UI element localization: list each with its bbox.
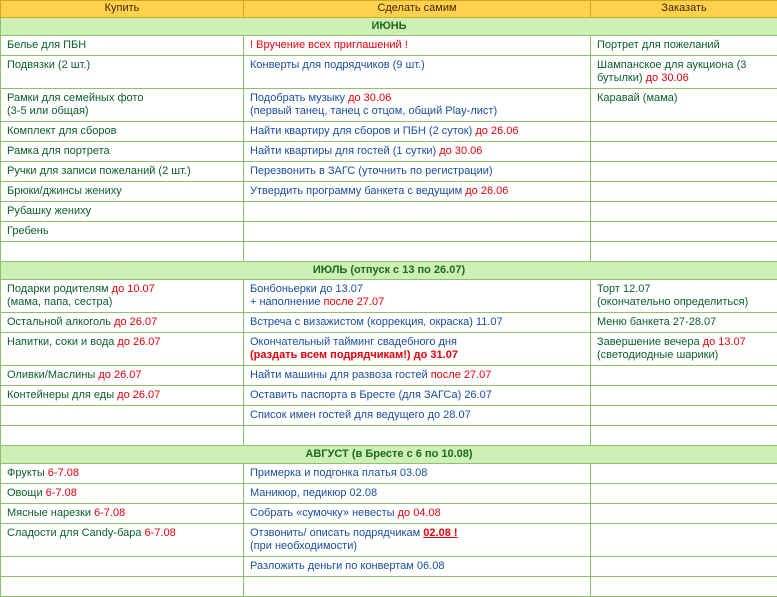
cell-line — [7, 59, 238, 72]
cell-line — [250, 540, 585, 553]
cell-text: Белье для ПБН — [7, 39, 86, 51]
cell-line — [250, 125, 585, 138]
month-banner-june — [1, 18, 777, 36]
cell-text: (3-5 или общая) — [7, 105, 89, 117]
cell-text: Фрукты — [7, 467, 48, 479]
cell-line — [7, 527, 238, 540]
cell-text: Мясные нарезки — [7, 507, 94, 519]
cell-text: до 30.06 — [439, 145, 482, 157]
cell-order — [591, 56, 777, 89]
cell-self — [244, 89, 591, 122]
cell-text: Напитки, соки и вода — [7, 336, 117, 348]
cell-self — [244, 313, 591, 333]
cell-self — [244, 366, 591, 386]
cell-order — [591, 222, 777, 242]
cell-order — [591, 280, 777, 313]
cell-text: после 27.07 — [324, 296, 385, 308]
table-row — [1, 426, 777, 446]
cell-text: Портрет для пожеланий — [597, 39, 720, 51]
cell-line — [7, 145, 238, 158]
cell-text: Перезвонить в ЗАГС (уточнить по регистрации) — [250, 165, 493, 177]
cell-buy — [1, 557, 244, 577]
table-row — [1, 406, 777, 426]
cell-text: Сладости для Candy-бара — [7, 527, 145, 539]
month-title: АВГУСТ — [305, 448, 348, 460]
cell-order — [591, 577, 777, 597]
cell-line — [250, 507, 585, 520]
cell-text: Отзвонить/ описать подрядчикам — [250, 527, 423, 539]
cell-buy — [1, 313, 244, 333]
cell-self — [244, 122, 591, 142]
cell-line — [250, 92, 585, 105]
month-title: ИЮНЬ — [371, 20, 406, 32]
cell-line — [7, 283, 238, 296]
cell-text: Окончательный тайминг свадебного дня — [250, 336, 457, 348]
cell-line — [597, 92, 772, 105]
cell-line — [250, 409, 585, 422]
cell-self — [244, 426, 591, 446]
cell-order — [591, 366, 777, 386]
cell-line — [7, 507, 238, 520]
cell-text: Оливки/Маслины — [7, 369, 98, 381]
cell-order — [591, 406, 777, 426]
cell-text: Шампанское для аукциона (3 — [597, 59, 746, 71]
table-row — [1, 484, 777, 504]
cell-line — [7, 39, 238, 52]
month-subtitle: (в Бресте с 6 по 10.08) — [349, 448, 473, 460]
cell-order — [591, 142, 777, 162]
cell-text: до 26.07 — [114, 316, 157, 328]
cell-self — [244, 142, 591, 162]
cell-line — [597, 39, 772, 52]
table-row — [1, 313, 777, 333]
cell-self — [244, 386, 591, 406]
cell-text: Подвязки (2 шт.) — [7, 59, 90, 71]
cell-self — [244, 182, 591, 202]
cell-line — [7, 125, 238, 138]
column-header-buy: Купить — [1, 1, 244, 18]
cell-text: (мама, папа, сестра) — [7, 296, 112, 308]
cell-order — [591, 36, 777, 56]
month-banner-june-label — [1, 18, 777, 36]
cell-buy — [1, 426, 244, 446]
cell-text: Брюки/джинсы жениху — [7, 185, 122, 197]
cell-line — [250, 527, 585, 540]
cell-text: 6-7.08 — [145, 527, 176, 539]
cell-text: Примерка и подгонка платья 03.08 — [250, 467, 427, 479]
cell-line — [7, 369, 238, 382]
cell-text: Овощи — [7, 487, 46, 499]
cell-text: Найти квартиры для гостей (1 сутки) — [250, 145, 439, 157]
cell-text: Меню банкета 27-28.07 — [597, 316, 716, 328]
cell-text: Маникюр, педикюр 02.08 — [250, 487, 377, 499]
month-banner-july — [1, 262, 777, 280]
table-row — [1, 89, 777, 122]
table-row — [1, 202, 777, 222]
table-row — [1, 504, 777, 524]
cell-order — [591, 313, 777, 333]
cell-text: Контейнеры для еды — [7, 389, 117, 401]
cell-order — [591, 182, 777, 202]
cell-line — [250, 185, 585, 198]
cell-text: до 13.07 — [703, 336, 746, 348]
cell-order — [591, 524, 777, 557]
column-header-order: Заказать — [591, 1, 777, 18]
cell-buy — [1, 484, 244, 504]
cell-text: Найти машины для развоза гостей — [250, 369, 431, 381]
cell-text: Подарки родителям — [7, 283, 112, 295]
cell-order — [591, 242, 777, 262]
cell-line — [597, 336, 772, 349]
cell-text: Торт 12.07 — [597, 283, 650, 295]
cell-self — [244, 464, 591, 484]
cell-text: ! Вручение всех приглашений ! — [250, 39, 408, 51]
table-row — [1, 242, 777, 262]
cell-text: до 04.08 — [398, 507, 441, 519]
cell-buy — [1, 162, 244, 182]
cell-line — [250, 336, 585, 349]
cell-text: Утвердить программу банкета с ведущим — [250, 185, 465, 197]
cell-line — [7, 165, 238, 178]
cell-buy — [1, 386, 244, 406]
cell-self — [244, 557, 591, 577]
cell-line — [597, 59, 772, 72]
cell-order — [591, 464, 777, 484]
table-row — [1, 464, 777, 484]
cell-text: 6-7.08 — [94, 507, 125, 519]
cell-buy — [1, 464, 244, 484]
cell-line — [7, 487, 238, 500]
cell-text: до 26.06 — [465, 185, 508, 197]
cell-buy — [1, 36, 244, 56]
cell-text: до 26.07 — [98, 369, 141, 381]
cell-line — [250, 39, 585, 52]
cell-line — [7, 105, 238, 118]
cell-self — [244, 524, 591, 557]
cell-text: бутылки) — [597, 72, 646, 84]
cell-self — [244, 242, 591, 262]
cell-line — [7, 467, 238, 480]
cell-line — [250, 349, 585, 362]
cell-buy — [1, 366, 244, 386]
cell-buy — [1, 280, 244, 313]
cell-buy — [1, 202, 244, 222]
cell-self — [244, 504, 591, 524]
month-title: ИЮЛЬ — [313, 264, 347, 276]
cell-text: Бонбоньерки до 13.07 — [250, 283, 363, 295]
table-row — [1, 386, 777, 406]
cell-self — [244, 333, 591, 366]
cell-text: Ручки для записи пожеланий (2 шт.) — [7, 165, 191, 177]
cell-order — [591, 426, 777, 446]
cell-text: + наполнение — [250, 296, 324, 308]
cell-self — [244, 162, 591, 182]
table-row — [1, 333, 777, 366]
cell-buy — [1, 577, 244, 597]
cell-line — [597, 283, 772, 296]
cell-text: до 30.06 — [646, 72, 689, 84]
cell-self — [244, 202, 591, 222]
table-row — [1, 524, 777, 557]
cell-buy — [1, 222, 244, 242]
cell-self — [244, 222, 591, 242]
cell-line — [7, 92, 238, 105]
cell-text: Рамка для портрета — [7, 145, 110, 157]
table-row — [1, 557, 777, 577]
table-row — [1, 142, 777, 162]
cell-buy — [1, 89, 244, 122]
cell-text: Остальной алкоголь — [7, 316, 114, 328]
table-row — [1, 222, 777, 242]
table-row — [1, 280, 777, 313]
cell-self — [244, 406, 591, 426]
table-row — [1, 182, 777, 202]
cell-text: Рубашку жениху — [7, 205, 91, 217]
cell-buy — [1, 504, 244, 524]
cell-text: Разложить деньги по конвертам 06.08 — [250, 560, 444, 572]
cell-buy — [1, 56, 244, 89]
cell-line — [250, 59, 585, 72]
cell-order — [591, 202, 777, 222]
cell-line — [597, 72, 772, 85]
cell-text: до 10.07 — [112, 283, 155, 295]
cell-text: Список имен гостей для ведущего до 28.07 — [250, 409, 471, 421]
cell-buy — [1, 524, 244, 557]
cell-text: Собрать «сумочку» невесты — [250, 507, 398, 519]
cell-text: Завершение вечера — [597, 336, 703, 348]
table-header-row — [1, 1, 777, 18]
cell-line — [250, 316, 585, 329]
cell-line — [597, 316, 772, 329]
cell-text: (окончательно определиться) — [597, 296, 748, 308]
table-row — [1, 577, 777, 597]
cell-text: (раздать всем подрядчикам!) до 31.07 — [250, 349, 458, 361]
cell-text: Комплект для сборов — [7, 125, 116, 137]
column-header-self: Сделать самим — [244, 1, 591, 18]
cell-line — [7, 389, 238, 402]
month-subtitle: (отпуск с 13 по 26.07) — [347, 264, 465, 276]
month-banner-august-label — [1, 446, 777, 464]
cell-line — [250, 296, 585, 309]
cell-line — [250, 487, 585, 500]
cell-line — [250, 105, 585, 118]
cell-text: 02.08 ! — [423, 527, 457, 539]
cell-line — [7, 185, 238, 198]
cell-text: до 26.07 — [117, 336, 160, 348]
cell-order — [591, 333, 777, 366]
cell-line — [250, 467, 585, 480]
cell-self — [244, 577, 591, 597]
cell-text: 6-7.08 — [46, 487, 77, 499]
cell-line — [7, 296, 238, 309]
cell-text: Оставить паспорта в Бресте (для ЗАГСа) 26.07 — [250, 389, 492, 401]
cell-text: 6-7.08 — [48, 467, 79, 479]
cell-text: после 27.07 — [431, 369, 492, 381]
cell-text: Каравай (мама) — [597, 92, 678, 104]
cell-order — [591, 386, 777, 406]
cell-line — [7, 205, 238, 218]
cell-text: Рамки для семейных фото — [7, 92, 143, 104]
cell-line — [250, 165, 585, 178]
cell-text: Подобрать музыку — [250, 92, 348, 104]
cell-line — [250, 145, 585, 158]
cell-text: (светодиодные шарики) — [597, 349, 718, 361]
cell-text: до 26.07 — [117, 389, 160, 401]
cell-line — [250, 389, 585, 402]
cell-line — [250, 369, 585, 382]
cell-line — [7, 336, 238, 349]
cell-order — [591, 122, 777, 142]
cell-text: Гребень — [7, 225, 49, 237]
cell-buy — [1, 182, 244, 202]
cell-line — [7, 316, 238, 329]
table-row — [1, 36, 777, 56]
cell-order — [591, 162, 777, 182]
month-banner-august — [1, 446, 777, 464]
table-row — [1, 366, 777, 386]
cell-text: Найти квартиру для сборов и ПБН (2 суток) — [250, 125, 475, 137]
cell-line — [7, 225, 238, 238]
cell-self — [244, 56, 591, 89]
cell-buy — [1, 142, 244, 162]
table-row — [1, 122, 777, 142]
cell-text: Конверты для подрядчиков (9 шт.) — [250, 59, 425, 71]
cell-buy — [1, 122, 244, 142]
cell-text: Встреча с визажистом (коррекция, окраска) 11.07 — [250, 316, 503, 328]
cell-line — [597, 296, 772, 309]
cell-buy — [1, 333, 244, 366]
table-row — [1, 56, 777, 89]
cell-order — [591, 504, 777, 524]
cell-self — [244, 484, 591, 504]
cell-buy — [1, 406, 244, 426]
cell-line — [250, 560, 585, 573]
cell-text: (при необходимости) — [250, 540, 357, 552]
cell-order — [591, 484, 777, 504]
cell-order — [591, 89, 777, 122]
cell-order — [591, 557, 777, 577]
month-banner-july-label — [1, 262, 777, 280]
cell-text: (первый танец, танец с отцом, общий Play-лист) — [250, 105, 497, 117]
cell-self — [244, 280, 591, 313]
cell-line — [597, 349, 772, 362]
cell-self — [244, 36, 591, 56]
cell-buy — [1, 242, 244, 262]
table-row — [1, 162, 777, 182]
cell-line — [250, 283, 585, 296]
cell-text: до 30.06 — [348, 92, 391, 104]
cell-text: до 26.06 — [475, 125, 518, 137]
